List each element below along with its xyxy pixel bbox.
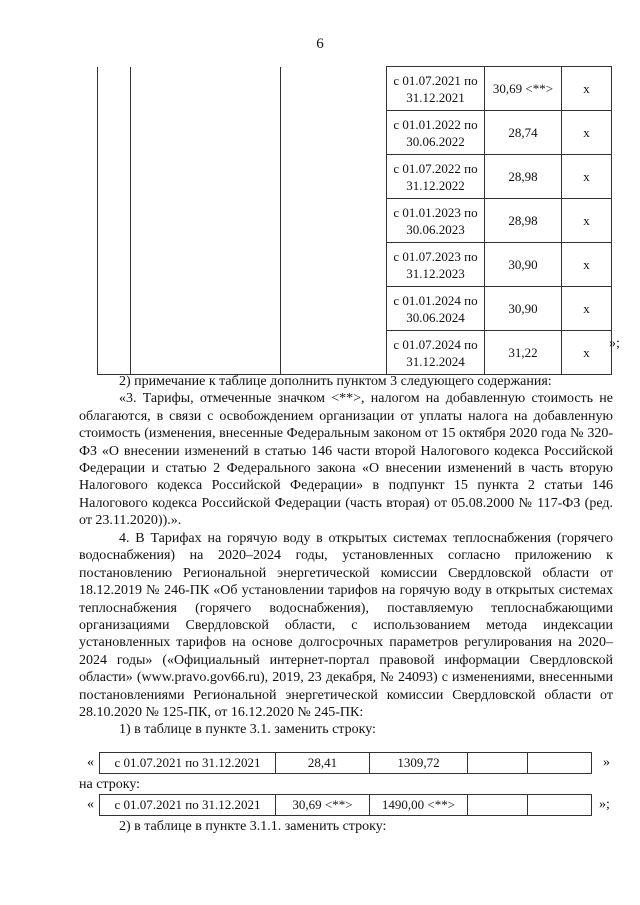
old-row-open-quote: « (87, 755, 94, 770)
old-row-close-quote: » (603, 755, 610, 770)
section-4-block (79, 530, 613, 739)
tariff-mark-cell: х (562, 67, 612, 111)
new-row-period: с 01.07.2021 по 31.12.2021 (100, 795, 276, 816)
replace-row-2-block (79, 818, 613, 835)
tariff-value-cell: 28,74 (485, 111, 562, 155)
old-row-table (99, 752, 592, 774)
tariff-table (97, 66, 612, 375)
old-row (79, 752, 619, 774)
paragraph-section-4: 4. В Тарифах на горячую воду в открытых системах теплоснабжения (горячего водоснабжения) на 2020–2024 годы, установленных согласно приложению к постановлению Региональной энергетической комиссии Свердловской области от 18.12.2019 № 246-ПК «Об установлении тарифов на горячую воду в открытых системах теплоснабжения (горячего водоснабжения), поставляемую теплоснабжающими организациями Свердловской области, с использованием метода индексации установленных тарифов на основе долгосрочных параметров регулирования на 2020–2024 годы» («Официальный интернет-портал правовой информации Свердловской области» (www.pravo.gov66.ru), 2019, 23 декабря, № 24093) с изменениями, внесенными постановлениями Региональной энергетической комиссии Свердловской области от 28.10.2020 № 125-ПК, от 16.12.2020 № 245-ПК: (79, 531, 613, 721)
note-addition-paragraph (79, 373, 613, 530)
new-row-open-quote: « (87, 797, 94, 812)
blank-col-3 (281, 67, 387, 375)
old-row-empty-1 (468, 753, 528, 774)
tariff-value-cell: 30,90 (485, 243, 562, 287)
blank-col-1 (98, 67, 131, 375)
tariff-period-cell: с 01.07.2024 по 31.12.2024 (387, 331, 485, 375)
old-row-tariff: 28,41 (276, 753, 370, 774)
tariff-period-cell: с 01.01.2024 по 30.06.2024 (387, 287, 485, 331)
tariff-period-cell: с 01.01.2023 по 30.06.2023 (387, 199, 485, 243)
old-row-period: с 01.07.2021 по 31.12.2021 (100, 753, 276, 774)
old-row-thermal: 1309,72 (370, 753, 468, 774)
tariff-mark-cell: х (562, 155, 612, 199)
tariff-value-cell: 30,90 (485, 287, 562, 331)
new-row-empty-2 (528, 795, 592, 816)
tariff-mark-cell: х (562, 199, 612, 243)
paragraph-replace-row-1: 1) в таблице в пункте 3.1. заменить строку: (119, 722, 376, 738)
tariff-table-body (98, 67, 612, 375)
new-row (79, 794, 619, 816)
tariff-mark-cell: х (562, 331, 612, 375)
tariff-value-cell: 28,98 (485, 155, 562, 199)
paragraph-to-row: на строку: (79, 777, 141, 792)
closing-quote: »; (609, 336, 620, 351)
tariff-mark-cell: х (562, 287, 612, 331)
paragraph-note-addition: 2) примечание к таблице дополнить пунктом 3 следующего содержания: (119, 374, 552, 389)
page-number: 6 (316, 36, 324, 52)
old-row-empty-2 (528, 753, 592, 774)
paragraph-replace-row-2: 2) в таблице в пункте 3.1.1. заменить строку: (119, 819, 387, 834)
tariff-value-cell: 30,69 <**> (485, 67, 562, 111)
tariff-mark-cell: х (562, 243, 612, 287)
tariff-value-cell: 31,22 (485, 331, 562, 375)
tariff-period-cell: с 01.01.2022 по 30.06.2022 (387, 111, 485, 155)
new-row-close-quote: »; (599, 797, 610, 812)
new-row-tariff: 30,69 <**> (276, 795, 370, 816)
new-row-thermal: 1490,00 <**> (370, 795, 468, 816)
tariff-period-cell: с 01.07.2023 по 31.12.2023 (387, 243, 485, 287)
tariff-period-cell: с 01.07.2022 по 31.12.2022 (387, 155, 485, 199)
new-row-empty-1 (468, 795, 528, 816)
new-row-table (99, 794, 592, 816)
tariff-mark-cell: х (562, 111, 612, 155)
tariff-row (98, 67, 612, 111)
tariff-value-cell: 28,98 (485, 199, 562, 243)
tariff-period-cell: с 01.07.2021 по 31.12.2021 (387, 67, 485, 111)
paragraph-vat-note: «3. Тарифы, отмеченные значком <**>, налогом на добавленную стоимость не облагаются, в связи с освобождением организации от уплаты налога на добавленную стоимость (изменения, внесенные Федеральным законом от 15 октября 2020 года № 320-ФЗ «О внесении изменений в статью 146 части второй Налогового кодекса Российской Федерации и статью 2 Федерального закона «О внесении изменений в часть вторую Налогового кодекса Российской Федерации» в подпункт 15 пункта 2 статьи 146 Налогового кодекса Российской Федерации (часть вторая) от 05.08.2000 № 117-ФЗ (ред. от 23.11.2020)).». (79, 391, 613, 529)
blank-col-2 (131, 67, 281, 375)
